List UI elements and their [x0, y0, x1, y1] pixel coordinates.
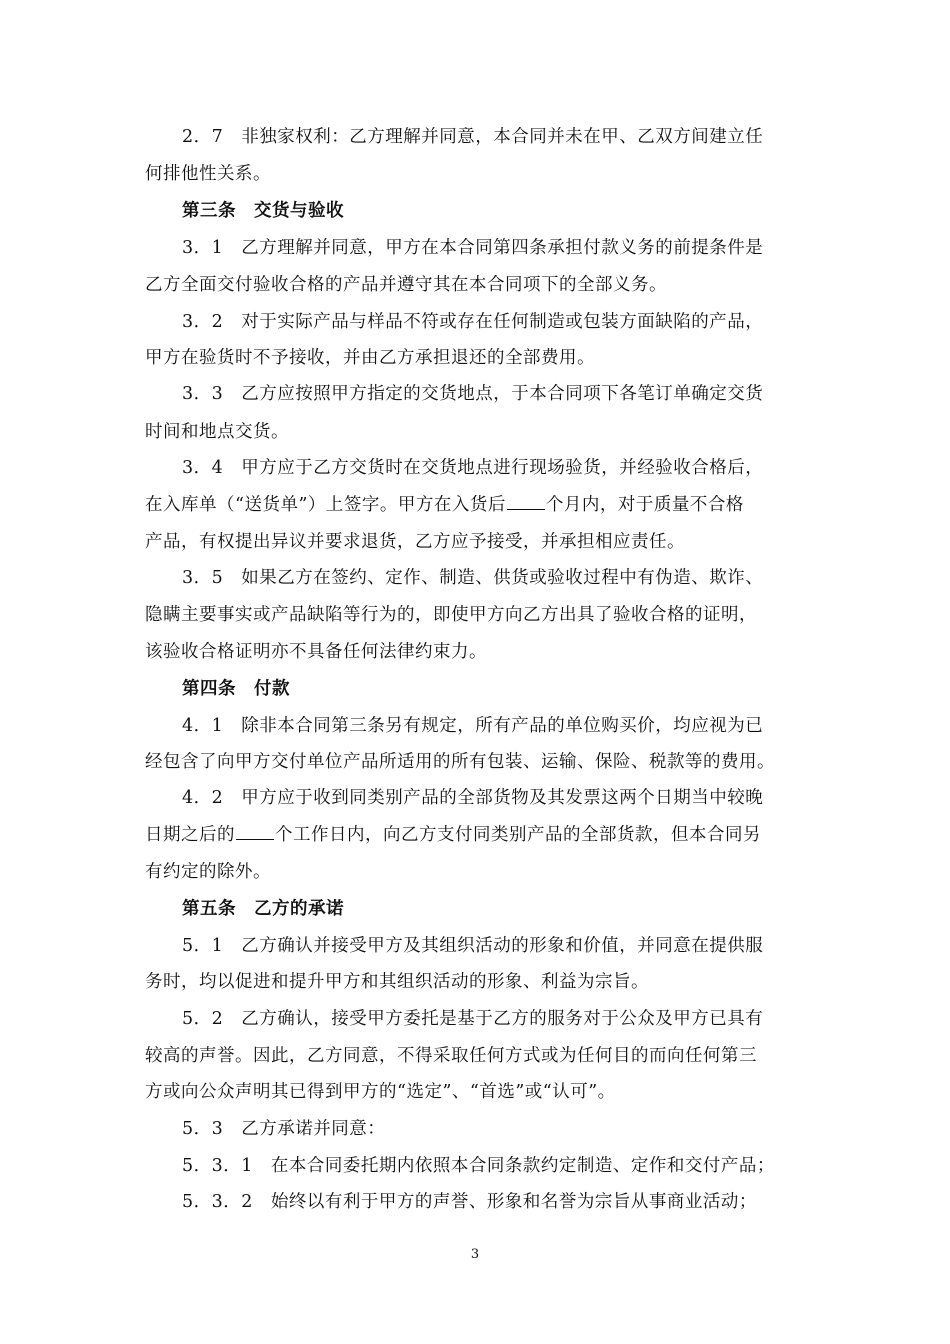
article-4-heading: 第四条 付款 — [182, 679, 290, 699]
clause-5-3-1-line-1: 5．3．1 在本合同委托期内依照本合同条款约定制造、定作和交付产品； — [182, 1156, 775, 1176]
clause-5-3-line-1: 5．3 乙方承诺并同意： — [182, 1119, 386, 1139]
clause-3-5-line-3: 该验收合格证明亦不具备任何法律约束力。 — [145, 642, 487, 662]
clause-3-5-line-2: 隐瞒主要事实或产品缺陷等行为的，即使甲方向乙方出具了验收合格的证明， — [145, 605, 757, 625]
clause-4-2-line-2-part-2: 个工作日内，向乙方支付同类别产品的全部货款，但本合同另 — [275, 825, 761, 845]
clause-5-2-line-2: 较高的声誉。因此，乙方同意，不得采取任何方式或为任何目的而向任何第三 — [145, 1046, 757, 1066]
clause-5-1-line-1: 5．1 乙方确认并接受甲方及其组织活动的形象和价值，并同意在提供服 — [182, 936, 764, 956]
clause-3-5-line-1: 3．5 如果乙方在签约、定作、制造、供货或验收过程中有伪造、欺诈、 — [182, 568, 764, 588]
fill-in-blank-workdays[interactable] — [236, 823, 274, 840]
clause-3-4-line-3: 产品，有权提出异议并要求退货，乙方应予接受，并承担相应责任。 — [145, 532, 685, 552]
fill-in-blank-months[interactable] — [507, 493, 545, 510]
clause-3-4-line-2-part-2: 个月内，对于质量不合格 — [545, 495, 744, 515]
clause-3-1-line-2: 乙方全面交付验收合格的产品并遵守其在本合同项下的全部义务。 — [145, 275, 667, 295]
clause-4-1-line-1: 4．1 除非本合同第三条另有规定，所有产品的单位购买价，均应视为已 — [182, 716, 764, 736]
clause-5-2-line-1: 5．2 乙方确认，接受甲方委托是基于乙方的服务对于公众及甲方已具有 — [182, 1009, 764, 1029]
clause-2-7-line-1: 2．7 非独家权利：乙方理解并同意，本合同并未在甲、乙双方间建立任 — [182, 127, 764, 147]
clause-4-1-line-2: 经包含了向甲方交付单位产品所适用的所有包装、运输、保险、税款等的费用。 — [145, 752, 775, 772]
clause-3-4-line-2-part-1: 在入库单（“送货单”）上签字。甲方在入货后 — [145, 495, 506, 515]
clause-5-2-line-3: 方或向公众声明其已得到甲方的“选定”、“首选”或“认可”。 — [145, 1082, 616, 1102]
clause-5-3-2-line-1: 5．3．2 始终以有利于甲方的声誉、形象和名誉为宗旨从事商业活动； — [182, 1192, 757, 1212]
page-number: 3 — [470, 1247, 480, 1262]
clause-4-2-line-3: 有约定的除外。 — [145, 862, 271, 882]
clause-4-2-line-1: 4．2 甲方应于收到同类别产品的全部货物及其发票这两个日期当中较晚 — [182, 788, 764, 808]
clause-3-1-line-1: 3．1 乙方理解并同意，甲方在本合同第四条承担付款义务的前提条件是 — [182, 238, 764, 258]
clause-4-2-line-2-part-1: 日期之后的 — [145, 825, 235, 845]
article-5-heading: 第五条 乙方的承诺 — [182, 899, 344, 919]
clause-2-7-line-2: 何排他性关系。 — [145, 164, 271, 184]
clause-3-2-line-2: 甲方在验货时不予接收，并由乙方承担退还的全部费用。 — [145, 348, 595, 368]
clause-5-1-line-2: 务时，均以促进和提升甲方和其组织活动的形象、利益为宗旨。 — [145, 972, 649, 992]
clause-3-3-line-2: 时间和地点交货。 — [145, 422, 289, 442]
clause-3-3-line-1: 3．3 乙方应按照甲方指定的交货地点，于本合同项下各笔订单确定交货 — [182, 384, 764, 404]
article-3-heading: 第三条 交货与验收 — [182, 201, 344, 221]
clause-3-2-line-1: 3．2 对于实际产品与样品不符或存在任何制造或包装方面缺陷的产品， — [182, 312, 764, 332]
clause-4-2-line-2 — [145, 823, 761, 847]
clause-3-4-line-1: 3．4 甲方应于乙方交货时在交货地点进行现场验货，并经验收合格后， — [182, 458, 764, 478]
clause-3-4-line-2 — [145, 493, 744, 517]
